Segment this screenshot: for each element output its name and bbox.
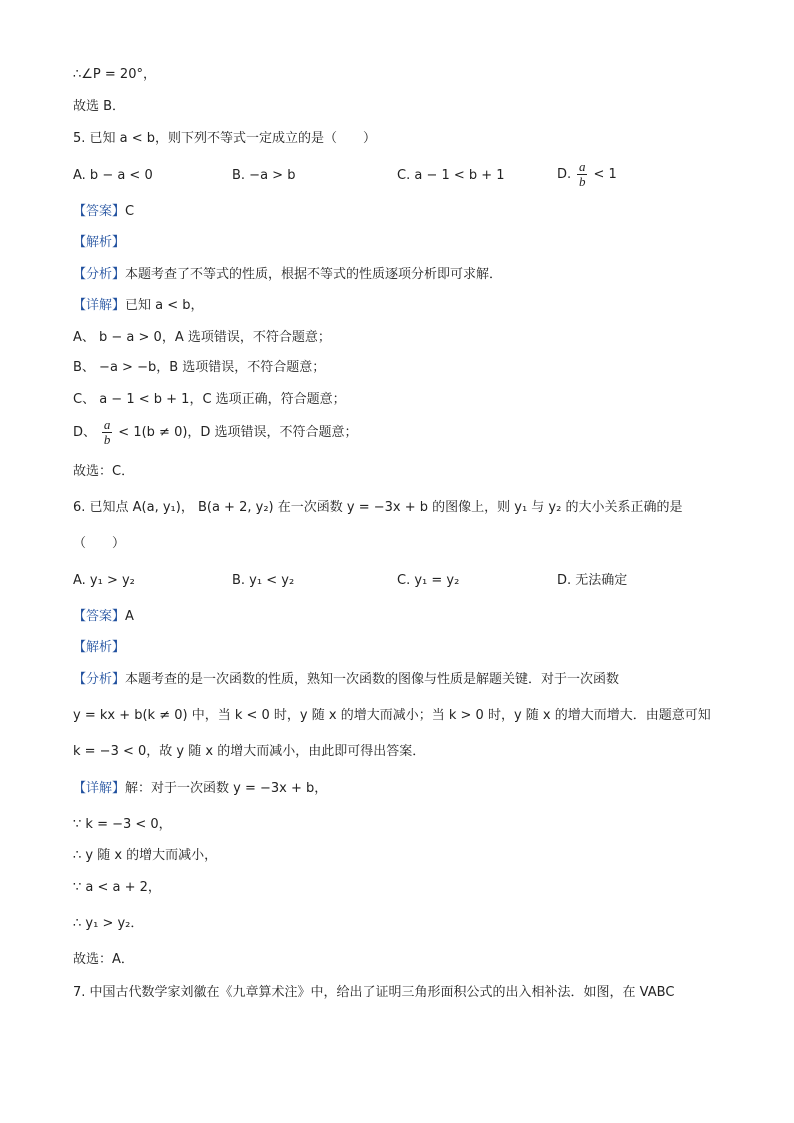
q6-fenxi-3: k = −3 < 0，故 y 随 x 的增大而减小，由此即可得出答案． xyxy=(73,744,426,759)
q5-option-d xyxy=(557,158,617,192)
q5-option-d-fraction xyxy=(577,160,587,189)
q5-option-d-rest: < 1 xyxy=(593,167,617,182)
q6-option-c: C. y₁ = y₂ xyxy=(397,573,460,588)
fenxi-tag: 【分析】 xyxy=(73,267,126,282)
q5-detail-b: B、 −a > −b，B 选项错误，不符合题意； xyxy=(73,360,326,375)
q6-xiangjie-5: ∴ y₁ > y₂． xyxy=(73,916,144,931)
answer-tag: 【答案】 xyxy=(73,609,126,624)
q5-detail-d-denominator: b xyxy=(103,432,111,447)
q6-xiangjie-3: ∴ y 随 x 的增大而减小， xyxy=(73,848,218,863)
q5-option-d-denominator: b xyxy=(579,174,586,189)
q5-xiangjie-line xyxy=(73,296,204,316)
q5-option-a: A. b − a < 0 xyxy=(73,168,153,183)
q5-option-d-numerator: a xyxy=(579,159,586,174)
q5-detail-d-rest: < 1(b ≠ 0)，D 选项错误，不符合题意； xyxy=(118,425,358,440)
q6-conclusion: 故选：A． xyxy=(73,952,134,967)
q5-fenxi-line xyxy=(73,265,502,285)
q5-fenxi: 本题考查了不等式的性质，根据不等式的性质逐项分析即可求解． xyxy=(125,267,503,282)
q5-detail-c: C、 a − 1 < b + 1，C 选项正确，符合题意； xyxy=(73,392,346,407)
q6-option-b: B. y₁ < y₂ xyxy=(232,573,295,588)
q5-detail-d-label: D、 xyxy=(73,425,97,440)
q5-detail-d-numerator: a xyxy=(103,417,111,432)
q5-detail-a: A、 b − a > 0，A 选项错误，不符合题意； xyxy=(73,330,331,345)
q5-option-d-label: D. xyxy=(557,167,572,182)
q6-jiexi-tag: 【解析】 xyxy=(73,640,126,655)
q6-option-a: A. y₁ > y₂ xyxy=(73,573,135,588)
q5-answer-line xyxy=(73,202,134,222)
q6-answer: A xyxy=(125,609,134,624)
q5-detail-d-fraction xyxy=(102,418,112,447)
q7-stem: 7. 中国古代数学家刘徽在《九章算术注》中，给出了证明三角形面积公式的出入相补法．如图，在 VABC xyxy=(73,985,675,1000)
answer-tag: 【答案】 xyxy=(73,204,126,219)
q6-paren: （ ） xyxy=(73,536,126,551)
xiangjie-tag: 【详解】 xyxy=(73,781,126,796)
xiangjie-tag: 【详解】 xyxy=(73,298,126,313)
q5-option-b: B. −a > b xyxy=(232,168,296,183)
q5-conclusion: 故选：C． xyxy=(73,464,135,479)
q6-option-d: D. 无法确定 xyxy=(557,573,628,588)
q5-xiangjie: 已知 a < b， xyxy=(125,298,204,313)
q6-xiangjie-1: 解：对于一次函数 y = −3x + b， xyxy=(125,781,328,796)
q5-jiexi-tag: 【解析】 xyxy=(73,235,126,250)
q6-stem: 6. 已知点 A(a, y₁)， B(a + 2, y₂) 在一次函数 y = −3x + b 的图像上，则 y₁ 与 y₂ 的大小关系正确的是 xyxy=(73,500,683,515)
q6-answer-line xyxy=(73,607,134,627)
line-angle-p: ∴∠P = 20°， xyxy=(73,67,156,82)
fenxi-tag: 【分析】 xyxy=(73,672,126,687)
q6-fenxi-line xyxy=(73,670,619,690)
q6-fenxi-1: 本题考查的是一次函数的性质，熟知一次函数的图像与性质是解题关键．对于一次函数 xyxy=(125,672,620,687)
line-choose-b: 故选 B． xyxy=(73,99,126,114)
q5-stem: 5. 已知 a < b，则下列不等式一定成立的是（ ） xyxy=(73,131,377,146)
q5-option-c: C. a − 1 < b + 1 xyxy=(397,168,505,183)
q6-xiangjie-4: ∵ a < a + 2， xyxy=(73,880,161,895)
q5-answer: C xyxy=(125,204,135,219)
q6-xiangjie-2: ∵ k = −3 < 0， xyxy=(73,817,172,832)
q6-xiangjie-line xyxy=(73,779,327,799)
q6-fenxi-2: y = kx + b(k ≠ 0) 中，当 k < 0 时，y 随 x 的增大而减小；当 k > 0 时，y 随 x 的增大而增大．由题意可知 xyxy=(73,708,711,723)
q5-detail-d xyxy=(73,416,358,450)
